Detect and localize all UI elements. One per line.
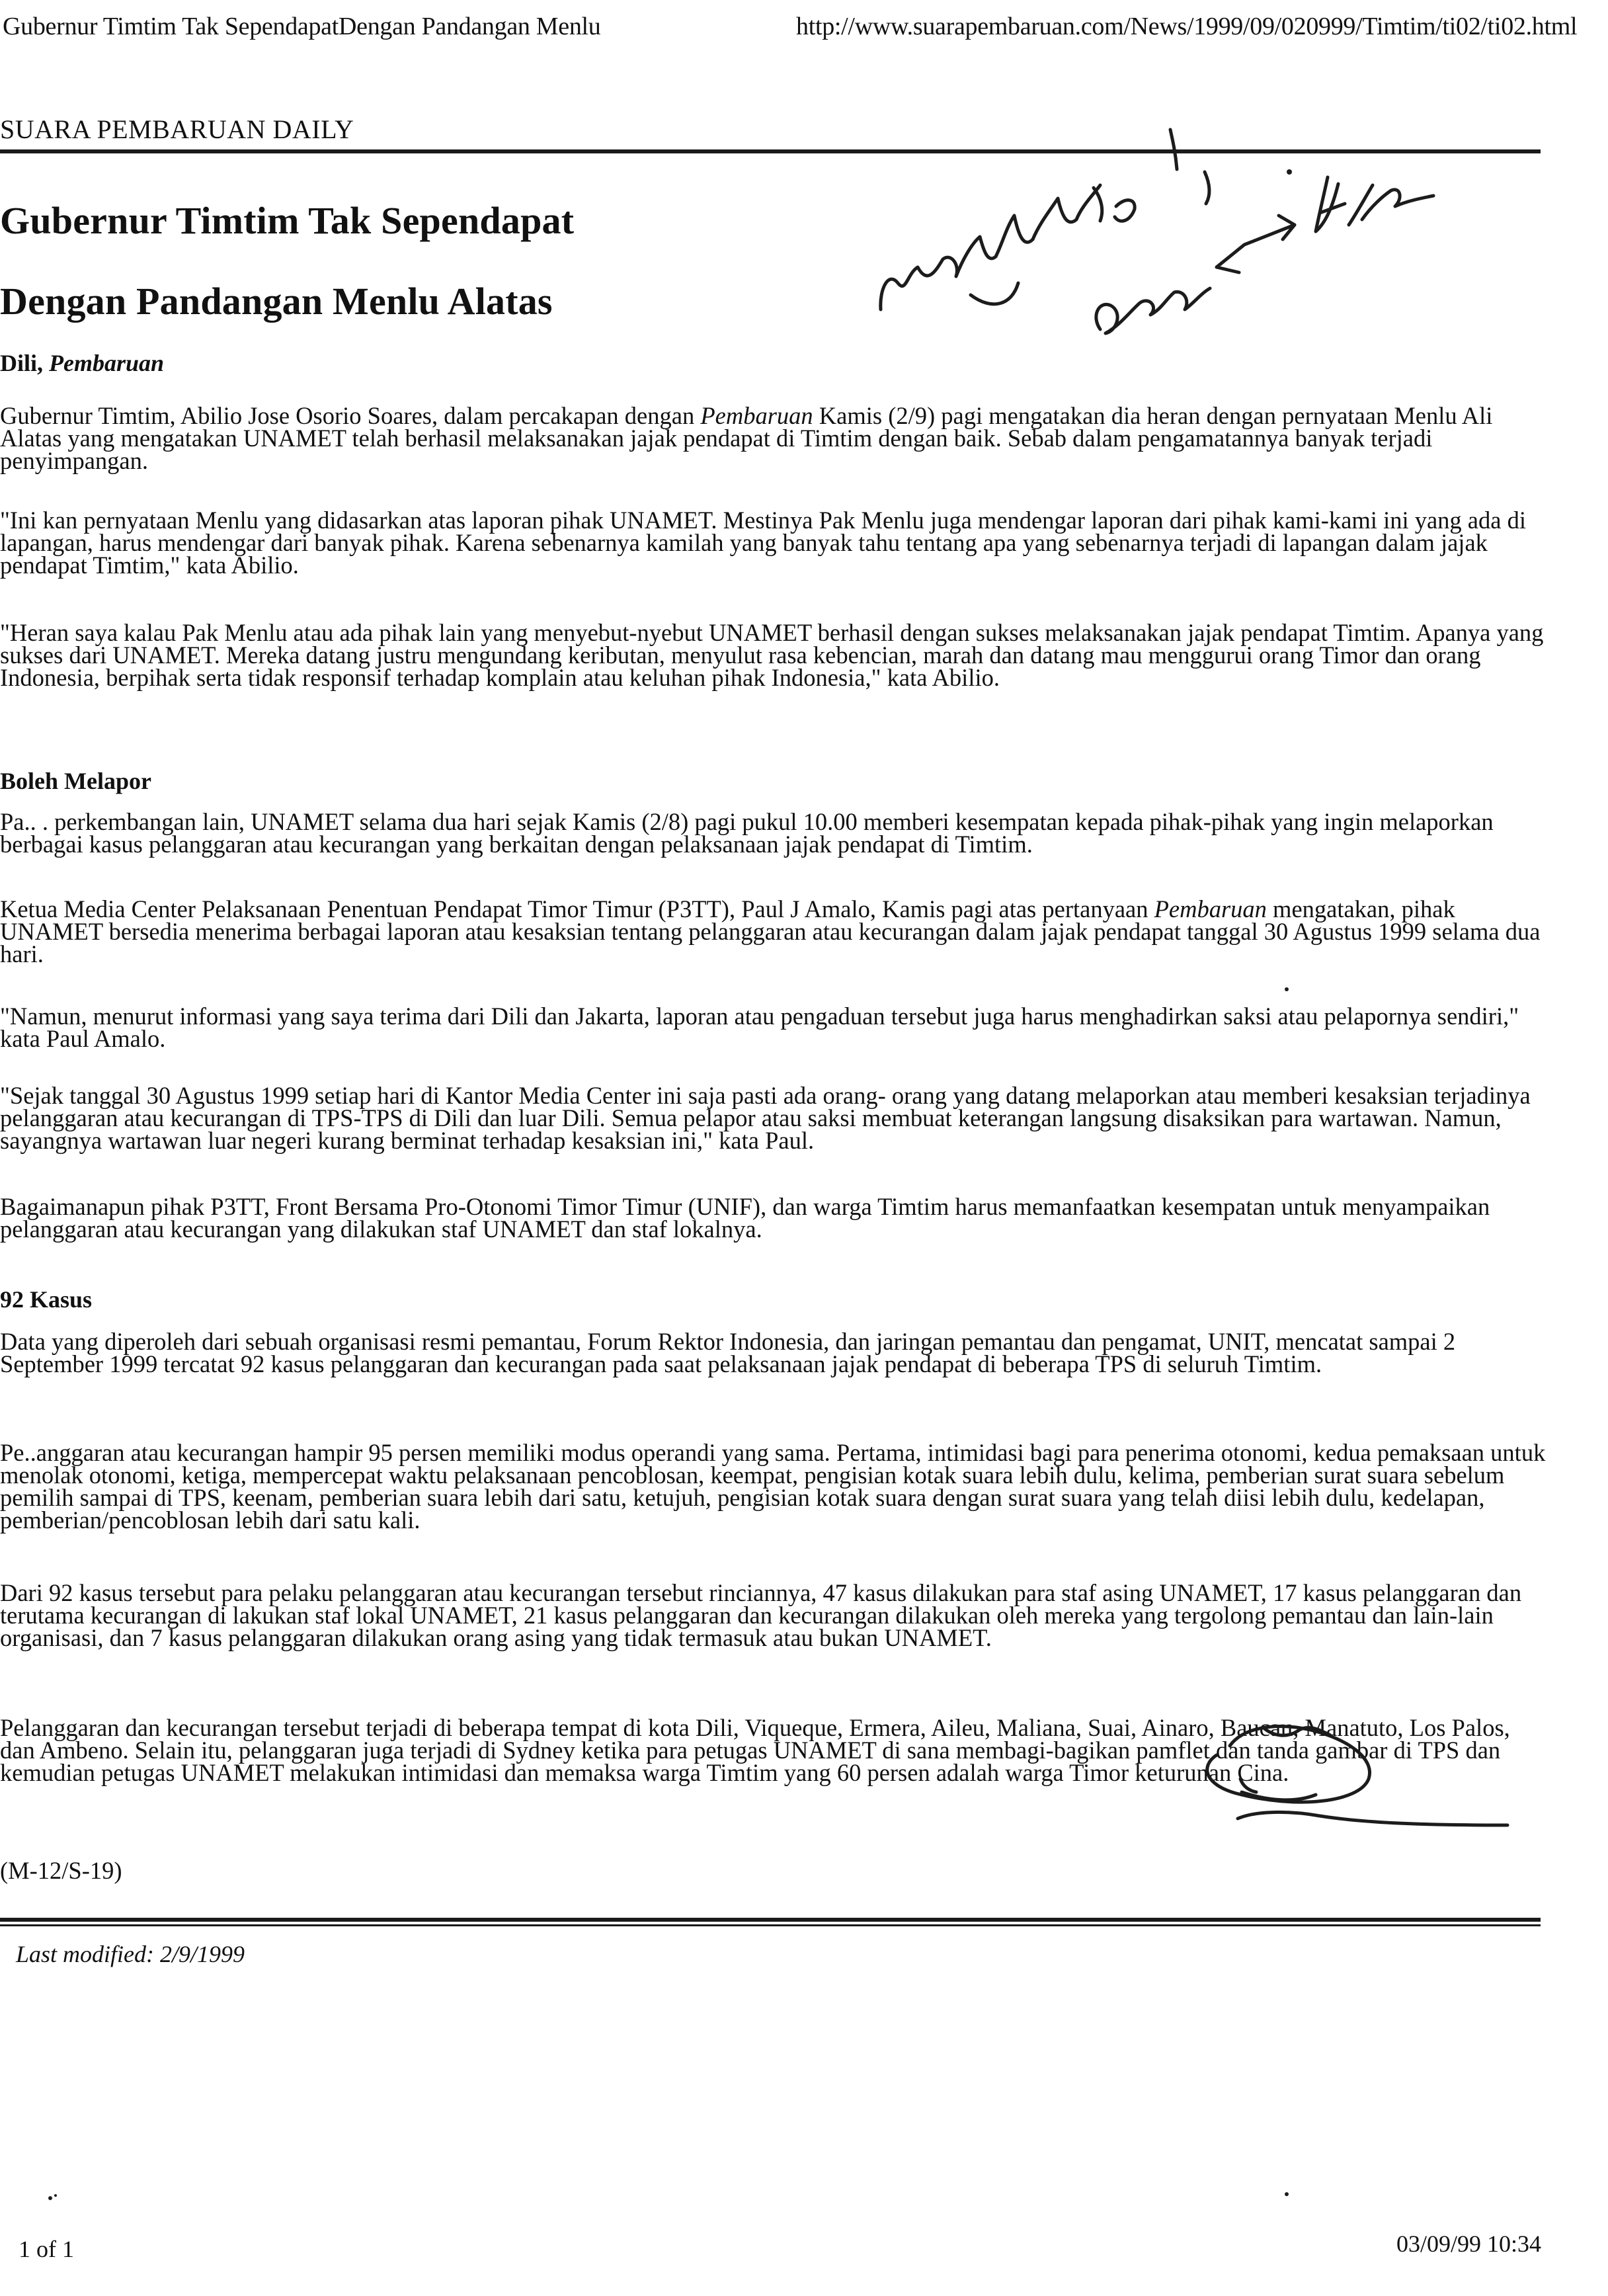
paragraph-8: Bagaimanapun pihak P3TT, Front Bersama Pro-Otonomi Timor Timur (UNIF), dan warga Timtim harus memanfaatkan kesempatan untuk menyampaikan pelanggaran atau kecurangan yang dilakukan staf UNAMET dan staf lokalnya. xyxy=(0,1193,1490,1243)
paragraph-7: "Sejak tanggal 30 Agustus 1999 setiap hari di Kantor Media Center ini saja pasti ada orang- orang yang datang melaporkan atau memberi kesaksian terjadinya pelanggaran atau kecurangan di TPS-TPS di Dili dan luar Dili. Semua pelapor atau saksi membuat keterangan langsung disaksikan para wartawan. Namun, sayangnya wartawan luar negeri kurang berminat terhadap kesaksian ini," kata Paul. xyxy=(0,1082,1531,1154)
subhead-boleh-melapor: Boleh Melapor xyxy=(0,768,151,794)
masthead: SUARA PEMBARUAN DAILY xyxy=(0,114,354,144)
paragraph-3: "Heran saya kalau Pak Menlu atau ada pihak lain yang menyebut-nyebut UNAMET berhasil dengan sukses melaksanakan jajak pendapat Timtim. Apanya yang sukses dari UNAMET. Mereka datang justru mengundang keributan, menyulut rasa kebencian, marah dan datang mau menggurui orang Timor dan orang Indonesia, berpihak serta tidak responsif terhadap komplain atau keluhan pihak Indonesia," kata Abilio. xyxy=(0,619,1544,691)
dateline-place: Dili, xyxy=(0,350,50,376)
footer-rule xyxy=(0,1918,1541,1922)
print-header-url[interactable]: http://www.suarapembaruan.com/News/1999/09/020999/Timtim/ti02/ti02.html xyxy=(796,13,1578,40)
dateline-source: Pembaruan xyxy=(49,350,165,376)
dateline xyxy=(0,349,164,377)
article-title-line1: Gubernur Timtim Tak Sependapat xyxy=(0,199,575,242)
paragraph-12: Pelanggaran dan kecurangan tersebut terjadi di beberapa tempat di kota Dili, Viqueque, Ermera, Aileu, Maliana, Suai, Ainaro, Baucau, Manatuto, Los Palos, dan Ambeno. Selain itu, pelanggaran juga terjadi di Sydney ketika para petugas UNAMET di sana membagi-bagikan pamflet dan tanda gambar di TPS dan kemudian petugas UNAMET melakukan intimidasi dan memaksa warga Timtim yang 60 persen adalah warga Timor keturunan Cina. xyxy=(0,1714,1510,1786)
publication-name: Pembaruan xyxy=(1154,895,1267,922)
paragraph-2: "Ini kan pernyataan Menlu yang didasarkan atas laporan pihak UNAMET. Mestinya Pak Menlu juga mendengar laporan dari pihak kami-kami ini yang ada di lapangan, harus mendengar dari banyak pihak. Karena sebenarnya kamilah yang banyak tahu tentang apa yang sebenarnya terjadi di lapangan dalam jajak pendapat Timtim," kata Abilio. xyxy=(0,507,1526,579)
subhead-92-kasus: 92 Kasus xyxy=(0,1286,93,1313)
publication-name: Pembaruan xyxy=(700,402,813,429)
paragraph-4: Pa.. . perkembangan lain, UNAMET selama dua hari sejak Kamis (2/8) pagi pukul 10.00 memberi kesempatan kepada pihak-pihak yang ingin melaporkan berbagai kasus pelanggaran atau kecurangan yang berkaitan dengan pelaksanaan jajak pendapat di Timtim. xyxy=(0,808,1494,858)
last-modified: Last modified: 2/9/1999 xyxy=(16,1941,245,1967)
article-title-line2: Dengan Pandangan Menlu Alatas xyxy=(0,280,553,323)
article-code: (M-12/S-19) xyxy=(0,1857,122,1884)
paragraph-6: "Namun, menurut informasi yang saya terima dari Dili dan Jakarta, laporan atau pengaduan tersebut juga harus menghadirkan saksi atau pelapornya sendiri," kata Paul Amalo. xyxy=(0,1003,1519,1052)
paragraph-1: Gubernur Timtim, Abilio Jose Osorio Soares, dalam percakapan dengan Pembaruan Kamis (2/9) pagi mengatakan dia heran dengan pernyataan Menlu Ali Alatas yang mengatakan UNAMET telah berhasil melaksanakan jajak pendapat di Timtim dengan baik. Sebab dalam pengamatannya banyak terjadi penyimpangan. xyxy=(0,402,1493,474)
paragraph-5: Ketua Media Center Pelaksanaan Penentuan Pendapat Timor Timur (P3TT), Paul J Amalo, Kamis pagi atas pertanyaan Pembaruan mengatakan, pihak UNAMET bersedia menerima berbagai laporan atau kesaksian tentang pelanggaran atau kecurangan dalam jajak pendapat tanggal 30 Agustus 1999 selama dua hari. xyxy=(0,895,1541,967)
print-timestamp: 03/09/99 10:34 xyxy=(1396,2231,1542,2257)
paragraph-10: Pe..anggaran atau kecurangan hampir 95 persen memiliki modus operandi yang sama. Pertama, intimidasi bagi para penerima otonomi, kedua pemaksaan untuk menolak otonomi, ketiga, mempercepat waktu pelaksanaan pencoblosan, keempat, pengisian kotak suara lebih dulu, kelima, pemberian surat suara sebelum pemilih sampai di TPS, keenam, pemberian suara lebih dari satu, ketujuh, pengisian kotak suara dengan surat suara yang telah diisi lebih dulu, kedelapan, pemberian/pencoblosan lebih dari satu kali. xyxy=(0,1439,1546,1534)
print-header-title: Gubernur Timtim Tak SependapatDengan Pandangan Menlu xyxy=(3,13,601,40)
page-number: 1 of 1 xyxy=(19,2236,74,2262)
paragraph-9: Data yang diperoleh dari sebuah organisasi resmi pemantau, Forum Rektor Indonesia, dan jaringan pemantau dan pengamat, UNIT, mencatat sampai 2 September 1999 tercatat 92 kasus pelanggaran dan kecurangan pada saat pelaksanaan jajak pendapat di beberapa TPS di seluruh Timtim. xyxy=(0,1328,1456,1377)
paragraph-11: Dari 92 kasus tersebut para pelaku pelanggaran atau kecurangan tersebut rinciannya, 47 kasus dilakukan para staf asing UNAMET, 17 kasus pelanggaran dan terutama kecurangan di lakukan staf lokal UNAMET, 21 kasus pelanggaran dan kecurangan dilakukan oleh mereka yang tergolong pemantau dan lain-lain organisasi, dan 7 kasus pelanggaran dilakukan orang asing yang tidak termasuk atau bukan UNAMET. xyxy=(0,1579,1522,1651)
footer-rule-thin xyxy=(0,1924,1541,1926)
masthead-rule xyxy=(0,149,1541,153)
